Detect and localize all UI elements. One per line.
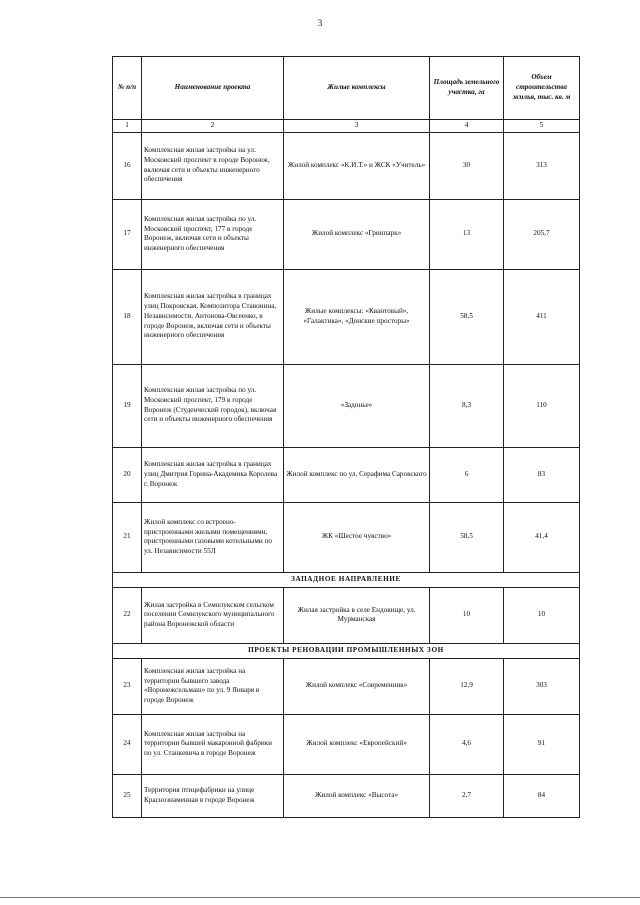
construction-volume: 205,7 [504, 199, 580, 269]
land-area: 58,5 [430, 502, 504, 572]
residential-complex: Жилой комплекс по ул. Серафима Саровского [284, 447, 430, 502]
table-row [113, 774, 580, 817]
land-area: 12,9 [430, 658, 504, 714]
residential-complex: Жилой комплекс «Европейский» [284, 714, 430, 774]
residential-complex: Жилая застройка в селе Ендовище, ул. Мурманская [284, 587, 430, 643]
land-area: 2,7 [430, 774, 504, 817]
land-area: 6 [430, 447, 504, 502]
row-number: 21 [113, 502, 142, 572]
column-number: 2 [142, 120, 284, 133]
project-name: Комплексная жилая застройка в границах улиц Покровская, Композитора Ставонина, Независимости, Антонова-Овсеенко, в городе Воронеж, включая сети и объекты инженерного обеспечения [142, 269, 284, 364]
project-name: Жилой комплекс со встроено-пристроенными жилыми помещениями, пристроенными газовыми котельными по ул. Независимости 55Л [142, 502, 284, 572]
column-number: 4 [430, 120, 504, 133]
row-number: 17 [113, 199, 142, 269]
column-numbers-row [113, 120, 580, 133]
table-row [113, 132, 580, 199]
land-area: 13 [430, 199, 504, 269]
row-number: 22 [113, 587, 142, 643]
construction-volume: 84 [504, 774, 580, 817]
land-area: 4,6 [430, 714, 504, 774]
residential-complex: Жилые комплексы: «Квантовый», «Галактика», «Донские просторы» [284, 269, 430, 364]
section-title-renovation: ПРОЕКТЫ РЕНОВАЦИИ ПРОМЫШЛЕННЫХ ЗОН [113, 643, 580, 658]
residential-complex: Жилой комплекс «Современник» [284, 658, 430, 714]
construction-volume: 91 [504, 714, 580, 774]
header-name: Наименование проекта [142, 57, 284, 120]
project-name: Территория птицефабрики на улице Краснознаменная в городе Воронеж [142, 774, 284, 817]
row-number: 23 [113, 658, 142, 714]
residential-complex: Жилой комплекс «К.И.Т.» и ЖСК «Учитель» [284, 132, 430, 199]
construction-volume: 110 [504, 364, 580, 447]
section-row [113, 572, 580, 587]
header-row [113, 57, 580, 120]
construction-volume: 313 [504, 132, 580, 199]
header-volume: Объем строительства жилья, тыс. кв. м [504, 57, 580, 120]
table-row [113, 502, 580, 572]
row-number: 18 [113, 269, 142, 364]
table-row [113, 269, 580, 364]
project-name: Комплексная жилая застройка на ул. Московский проспект в городе Воронеж, включая сети и объекты инженерного обеспечения [142, 132, 284, 199]
project-name: Комплексная жилая застройка по ул. Московский проспект, 179 в городе Воронеж (Студенческий городок), включая сети и объекты инженерного обеспечения [142, 364, 284, 447]
table-row [113, 364, 580, 447]
project-name: Комплексная жилая застройка на территории бывшей макаронной фабрики по ул. Станкевича в городе Воронеж [142, 714, 284, 774]
column-number: 1 [113, 120, 142, 133]
housing-projects-table [112, 56, 580, 818]
table-row [113, 199, 580, 269]
construction-volume: 10 [504, 587, 580, 643]
construction-volume: 411 [504, 269, 580, 364]
residential-complex: Жилой комплекс «Высота» [284, 774, 430, 817]
land-area: 58,5 [430, 269, 504, 364]
land-area: 8,3 [430, 364, 504, 447]
residential-complex: Жилой комплекс «Гринпарк» [284, 199, 430, 269]
row-number: 19 [113, 364, 142, 447]
project-name: Комплексная жилая застройка по ул. Московский проспект, 177 в городе Воронеж, включая сети и объекты инженерного обеспечения [142, 199, 284, 269]
residential-complex: «Задонье» [284, 364, 430, 447]
row-number: 20 [113, 447, 142, 502]
row-number: 25 [113, 774, 142, 817]
construction-volume: 303 [504, 658, 580, 714]
column-number: 3 [284, 120, 430, 133]
land-area: 30 [430, 132, 504, 199]
table-row [113, 714, 580, 774]
row-number: 24 [113, 714, 142, 774]
project-name: Комплексная жилая застройка в границах улиц Дмитрия Горина-Академика Королева г. Воронеж [142, 447, 284, 502]
project-name: Жилая застройка в Семилукском сельском поселении Семилукского муниципального района Воронежской области [142, 587, 284, 643]
section-title-west: ЗАПАДНОЕ НАПРАВЛЕНИЕ [113, 572, 580, 587]
residential-complex: ЖК «Шестое чувство» [284, 502, 430, 572]
table-row [113, 658, 580, 714]
header-area: Площадь земельного участка, га [430, 57, 504, 120]
project-name: Комплексная жилая застройка на территории бывшего завода «Воронежсельмаш» по ул. 9 Января в городе Воронеж [142, 658, 284, 714]
row-number: 16 [113, 132, 142, 199]
header-complex: Жилые комплексы [284, 57, 430, 120]
construction-volume: 83 [504, 447, 580, 502]
construction-volume: 41,4 [504, 502, 580, 572]
section-row [113, 643, 580, 658]
header-num: № п/п [113, 57, 142, 120]
table-row [113, 587, 580, 643]
land-area: 10 [430, 587, 504, 643]
page-bottom-rule [0, 897, 640, 898]
table-row [113, 447, 580, 502]
column-number: 5 [504, 120, 580, 133]
page-number: 3 [317, 18, 323, 28]
